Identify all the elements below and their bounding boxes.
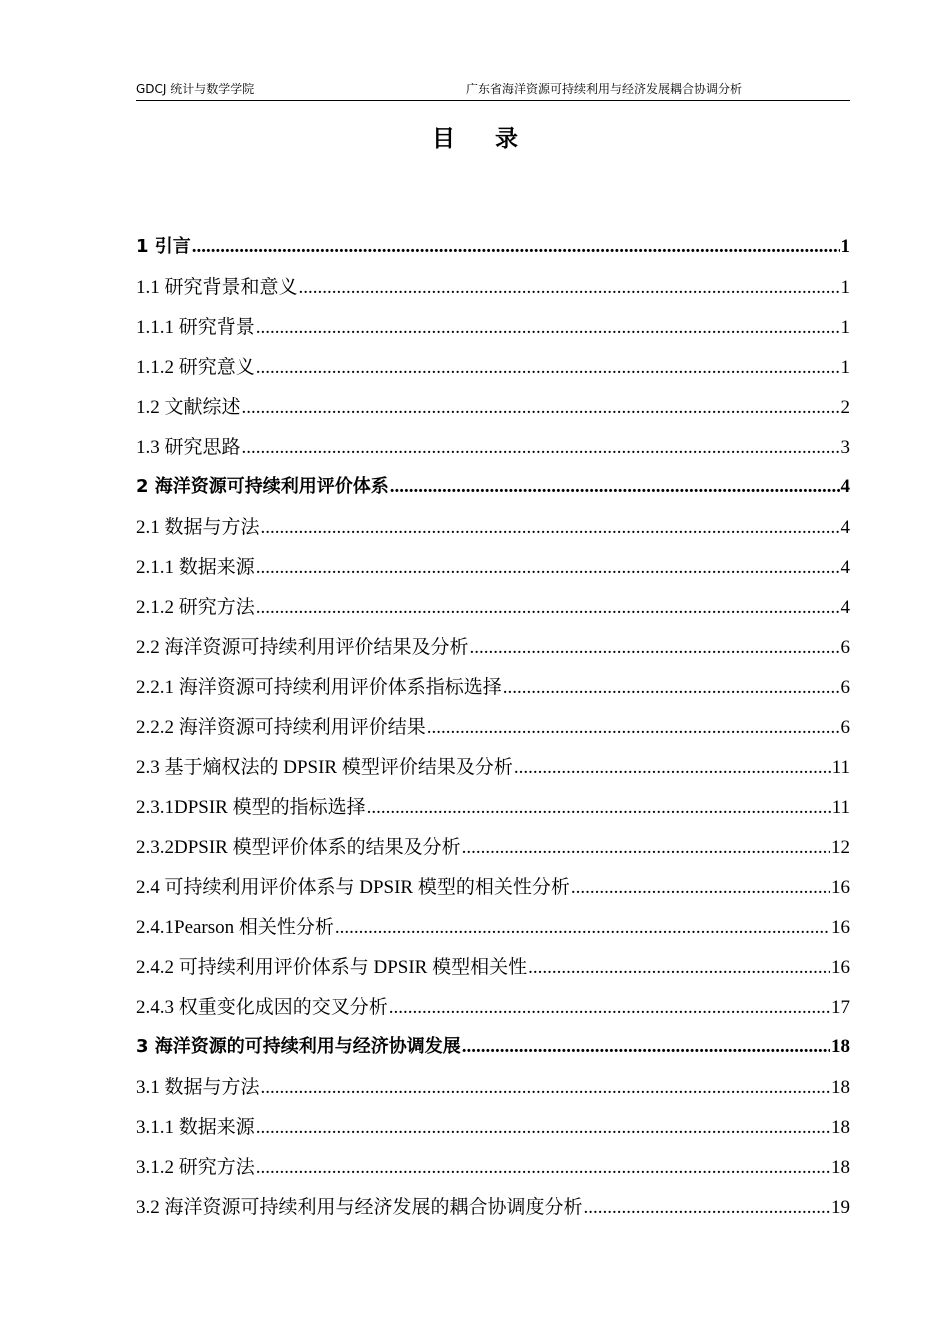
toc-entry-title: 3.1 数据与方法: [136, 1077, 260, 1098]
toc-entry-page-number: 11: [831, 757, 850, 778]
toc-entry-title: 2.4 可持续利用评价体系与 DPSIR 模型的相关性分析: [136, 877, 570, 898]
toc-entry[interactable]: [136, 352, 850, 392]
toc-entry[interactable]: [136, 712, 850, 752]
toc-entry[interactable]: [136, 552, 850, 592]
toc-dot-leader: [299, 277, 840, 299]
toc-entry-title: 1.1 研究背景和意义: [136, 277, 298, 298]
toc-entry-page-number: 18: [831, 1077, 850, 1098]
toc-entry[interactable]: [136, 432, 850, 472]
toc-entry-title: 3.2 海洋资源可持续利用与经济发展的耦合协调度分析: [136, 1197, 583, 1218]
toc-dot-leader: [242, 397, 840, 419]
toc-entry-title: 1.3 研究思路: [136, 437, 241, 458]
toc-entry-page-number: 1: [840, 317, 850, 338]
toc-dot-leader: [256, 317, 840, 339]
toc-dot-leader: [242, 437, 840, 459]
toc-entry-page-number: 4: [840, 476, 850, 497]
toc-entry-page-number: 6: [840, 637, 850, 658]
toc-entry-page-number: 1: [840, 357, 850, 378]
toc-dot-leader: [584, 1197, 830, 1219]
toc-entry-page-number: 6: [840, 677, 850, 698]
toc-entry[interactable]: [136, 912, 850, 952]
toc-entry[interactable]: [136, 1192, 850, 1232]
toc-entry-title: 2.4.2 可持续利用评价体系与 DPSIR 模型相关性: [136, 957, 528, 978]
toc-entry-title: 2.1 数据与方法: [136, 517, 260, 538]
page-header: [136, 78, 850, 101]
page-title: 目录: [432, 126, 558, 152]
toc-dot-leader: [503, 677, 840, 699]
toc-dot-leader: [462, 837, 830, 859]
toc-entry[interactable]: [136, 1072, 850, 1112]
toc-entry-page-number: 19: [831, 1197, 850, 1218]
toc-entry-page-number: 1: [840, 277, 850, 298]
toc-dot-leader: [367, 797, 831, 819]
toc-entry-page-number: 16: [831, 877, 850, 898]
toc-entry-page-number: 3: [840, 437, 850, 458]
toc-entry[interactable]: [136, 792, 850, 832]
toc-entry-page-number: 6: [840, 717, 850, 738]
toc-entry[interactable]: [136, 952, 850, 992]
toc-dot-leader: [256, 557, 840, 579]
toc-entry-title: 2 海洋资源可持续利用评价体系: [136, 476, 389, 497]
toc-dot-leader: [256, 1157, 830, 1179]
toc-entry-page-number: 18: [831, 1157, 850, 1178]
toc-dot-leader: [335, 917, 830, 939]
toc-dot-leader: [256, 1117, 830, 1139]
toc-entry[interactable]: [136, 992, 850, 1032]
toc-entry-title: 2.3.1DPSIR 模型的指标选择: [136, 797, 366, 818]
toc-entry-page-number: 18: [831, 1036, 850, 1057]
toc-entry[interactable]: [136, 1112, 850, 1152]
toc-entry[interactable]: [136, 872, 850, 912]
toc-entry-title: 2.1.1 数据来源: [136, 557, 255, 578]
toc-dot-leader: [261, 517, 840, 539]
toc-entry-title: 3.1.2 研究方法: [136, 1157, 255, 1178]
toc-dot-leader: [390, 476, 840, 498]
toc-entry-title: 2.4.3 权重变化成因的交叉分析: [136, 997, 388, 1018]
toc-dot-leader: [256, 597, 840, 619]
toc-entry-title: 1.1.2 研究意义: [136, 357, 255, 378]
toc-dot-leader: [192, 236, 840, 258]
toc-entry[interactable]: [136, 472, 850, 512]
toc-entry-title: 1.2 文献综述: [136, 397, 241, 418]
toc-entry[interactable]: [136, 752, 850, 792]
toc-entry-title: 3.1.1 数据来源: [136, 1117, 255, 1138]
toc-entry[interactable]: [136, 272, 850, 312]
toc-entry-page-number: 12: [831, 837, 850, 858]
toc-entry[interactable]: [136, 392, 850, 432]
toc-entry-page-number: 17: [831, 997, 850, 1018]
toc-entry[interactable]: [136, 232, 850, 272]
toc-entry-title: 2.3.2DPSIR 模型评价体系的结果及分析: [136, 837, 461, 858]
toc-entry-title: 1 引言: [136, 236, 191, 257]
toc-entry-page-number: 16: [831, 917, 850, 938]
toc-entry-title: 2.2.1 海洋资源可持续利用评价体系指标选择: [136, 677, 502, 698]
toc-entry-title: 3 海洋资源的可持续利用与经济协调发展: [136, 1036, 461, 1057]
toc-entry[interactable]: [136, 312, 850, 352]
toc-entry-title: 2.2 海洋资源可持续利用评价结果及分析: [136, 637, 469, 658]
toc-entry-page-number: 4: [840, 517, 850, 538]
toc-entry-page-number: 4: [840, 597, 850, 618]
toc-dot-leader: [427, 717, 840, 739]
toc-entry-page-number: 16: [831, 957, 850, 978]
toc-entry[interactable]: [136, 832, 850, 872]
toc-dot-leader: [462, 1036, 830, 1058]
toc-entry[interactable]: [136, 592, 850, 632]
toc-dot-leader: [389, 997, 830, 1019]
toc-entry-page-number: 18: [831, 1117, 850, 1138]
toc-entry[interactable]: [136, 632, 850, 672]
toc-entry[interactable]: [136, 672, 850, 712]
header-left-text: GDCJ 统计与数学学院: [136, 82, 255, 96]
toc-dot-leader: [571, 877, 830, 899]
toc-dot-leader: [470, 637, 840, 659]
toc-entry-page-number: 11: [831, 797, 850, 818]
table-of-contents: [136, 232, 850, 1232]
toc-entry-title: 2.3 基于熵权法的 DPSIR 模型评价结果及分析: [136, 757, 513, 778]
toc-entry-page-number: 2: [840, 397, 850, 418]
toc-entry-page-number: 1: [840, 236, 850, 257]
toc-entry-page-number: 4: [840, 557, 850, 578]
toc-entry-title: 2.2.2 海洋资源可持续利用评价结果: [136, 717, 426, 738]
toc-entry-title: 1.1.1 研究背景: [136, 317, 255, 338]
toc-dot-leader: [514, 757, 831, 779]
toc-dot-leader: [261, 1077, 830, 1099]
header-right-text: 广东省海洋资源可持续利用与经济发展耦合协调分析: [466, 82, 743, 96]
toc-entry-title: 2.4.1Pearson 相关性分析: [136, 917, 334, 938]
toc-entry[interactable]: [136, 512, 850, 552]
toc-entry[interactable]: [136, 1152, 850, 1192]
toc-dot-leader: [528, 957, 830, 979]
toc-entry[interactable]: [136, 1032, 850, 1072]
toc-dot-leader: [256, 357, 840, 379]
toc-entry-title: 2.1.2 研究方法: [136, 597, 255, 618]
